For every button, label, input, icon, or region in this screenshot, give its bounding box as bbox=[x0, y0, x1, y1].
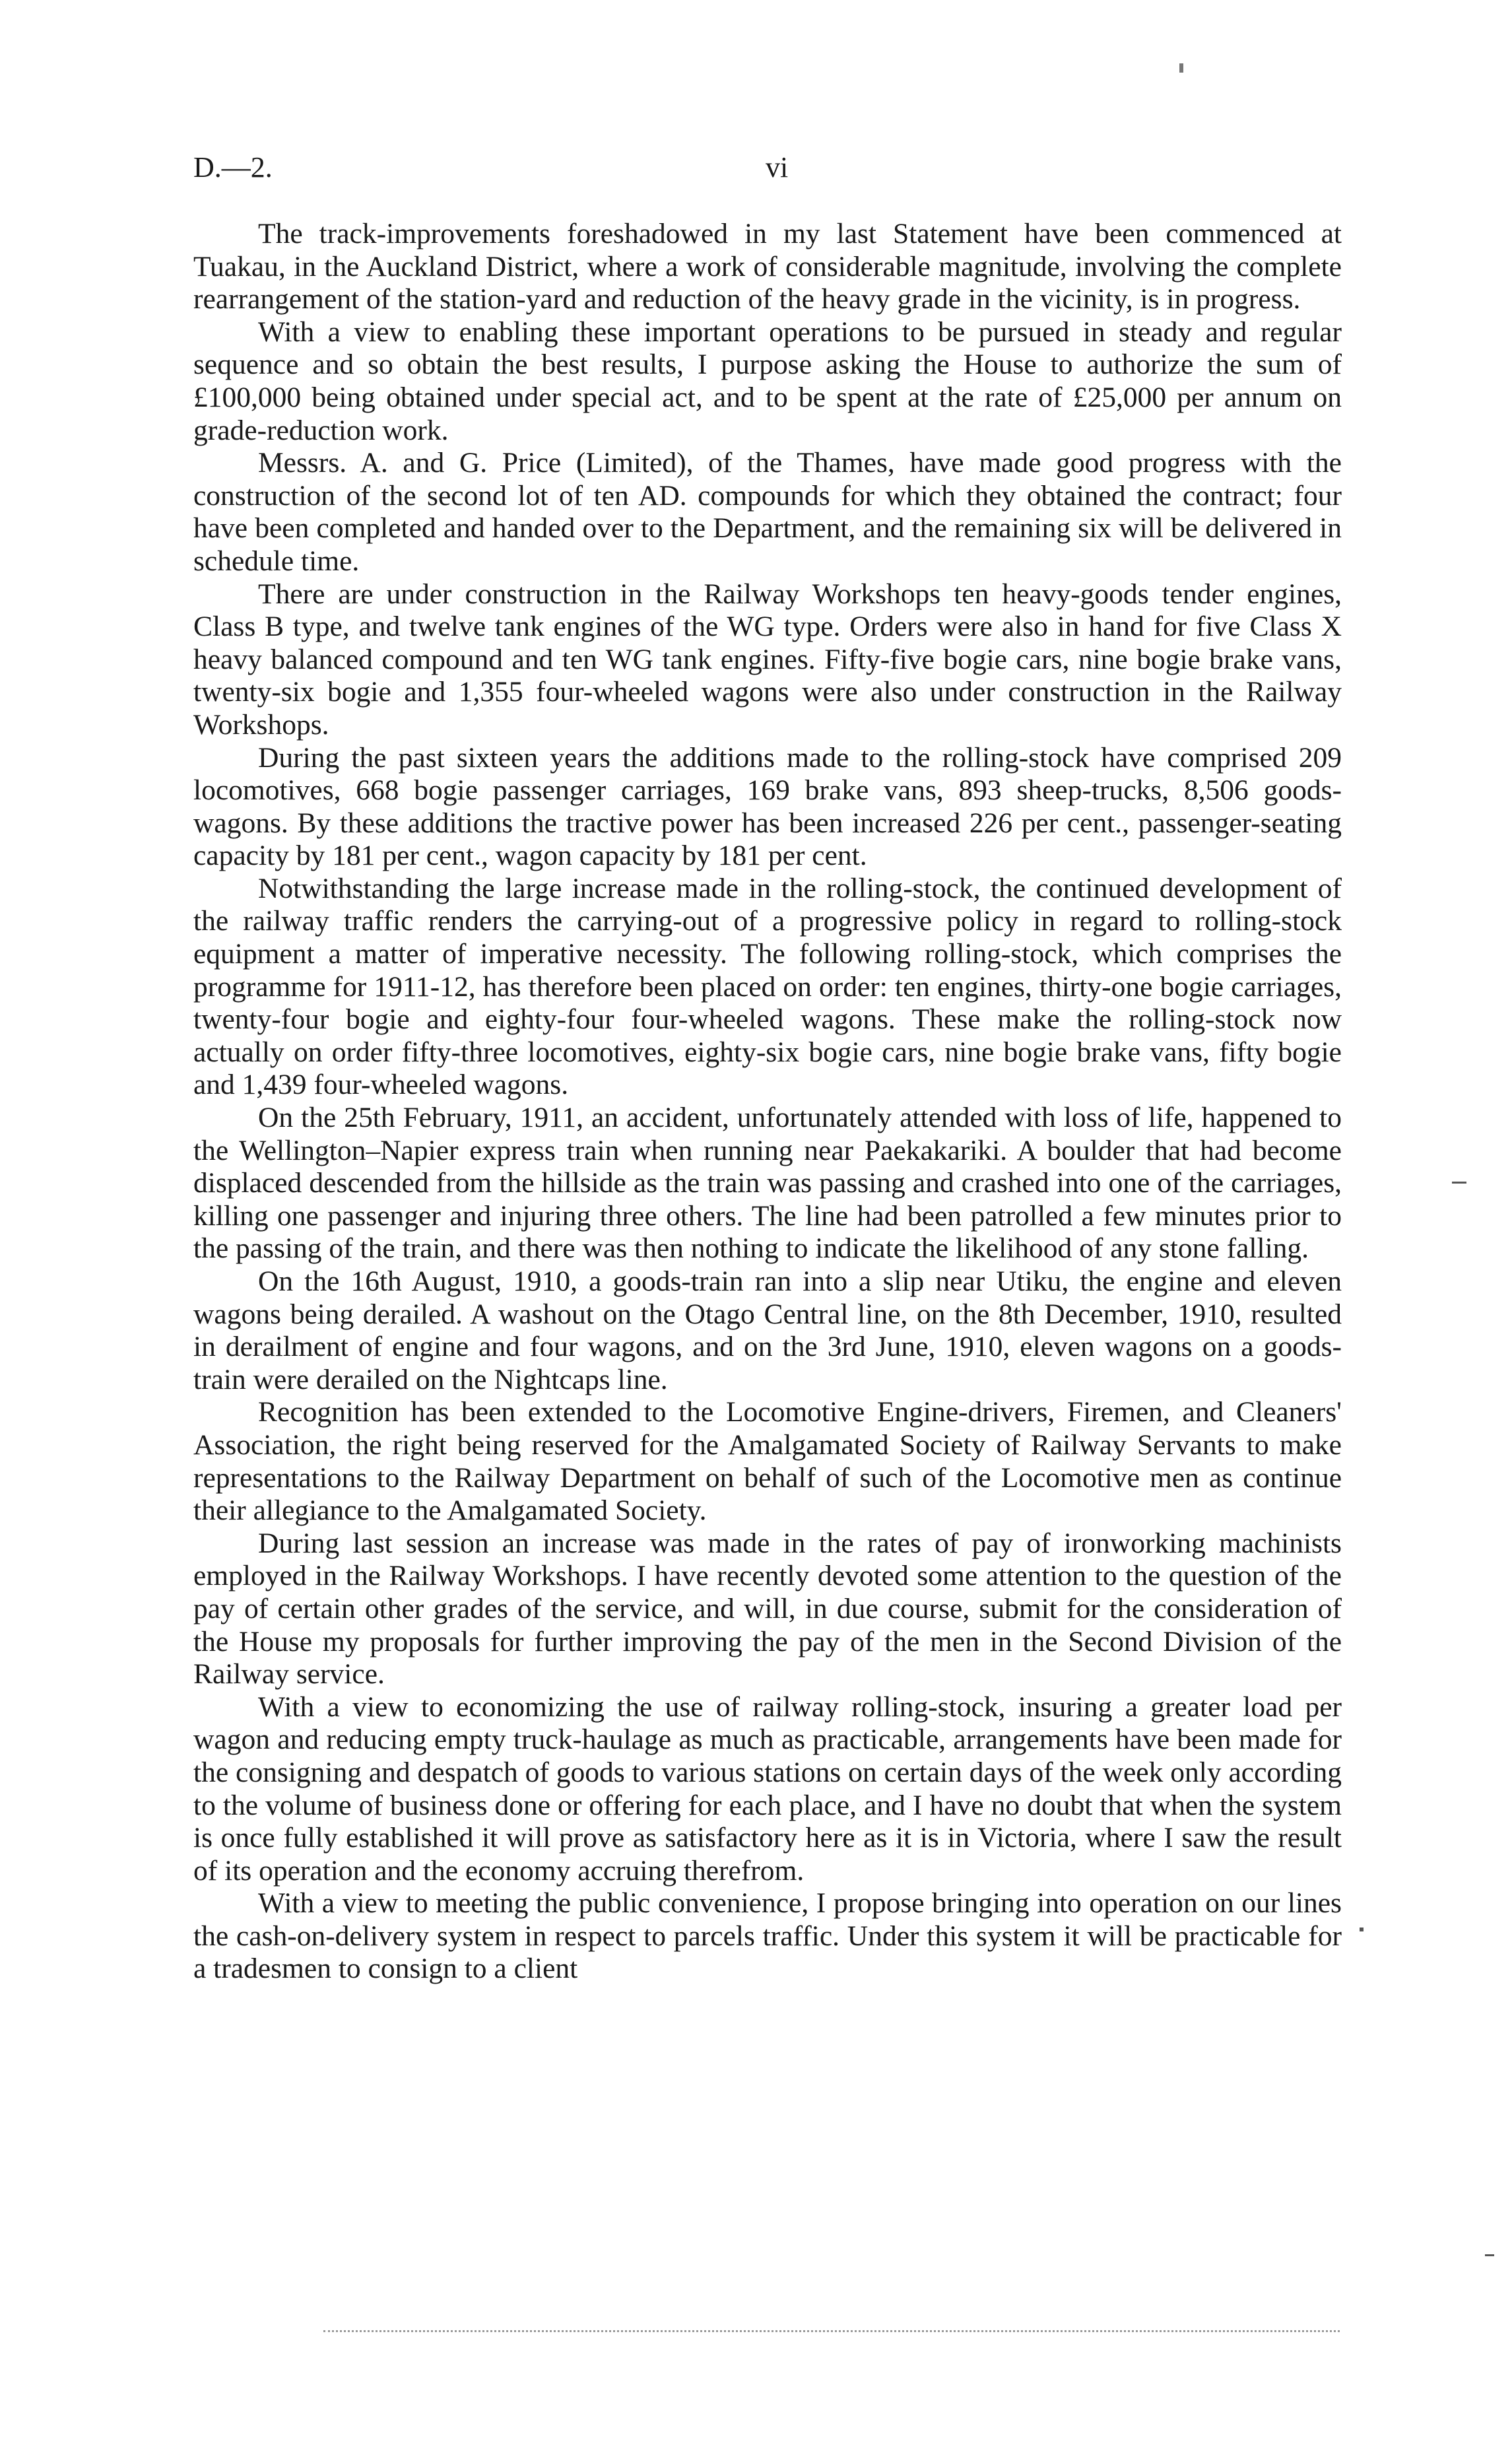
scan-speck bbox=[1360, 1927, 1364, 1931]
page-header bbox=[193, 151, 1342, 190]
scan-speck bbox=[1485, 2254, 1494, 2256]
paragraph-pay-rates: During last session an increase was made in the rates of pay of ironworking machinists employed in the Railway Workshops. I have recently devoted some attention to the question of the pay of certain other grades of the service, and will, in due course, submit for the consideration of the House my proposals for further improving the pay of the men in the Second Division of the Railway service. bbox=[193, 1527, 1342, 1691]
paragraph-recognition: Recognition has been extended to the Locomotive Engine-drivers, Firemen, and Cleaners' Association, the right being reserved for the Amalgamated Society of Railway Servants to make representations to the Railway Department on behalf of such of the Locomotive men as continue their allegiance to the Amalgamated Society. bbox=[193, 1396, 1342, 1527]
paragraph-track-improvements: The track-improvements foreshadowed in my last Statement have been commenced at Tuakau, in the Auckland District, where a work of considerable magnitude, involving the complete rearrangement of the station-yard and reduction of the heavy grade in the vicinity, is in progress. bbox=[193, 218, 1342, 316]
page-number: vi bbox=[766, 151, 789, 184]
document-reference: D.—2. bbox=[193, 151, 273, 184]
paragraph-rolling-stock-orders: Notwithstanding the large increase made in the rolling-stock, the continued development of the railway traffic renders the carrying-out of a progressive policy in regard to rolling-stock equipment a matter of imperative necessity. The following rolling-stock, which comprises the programme for 1911-12, has therefore been placed on order: ten engines, thirty-one bogie carriages, twenty-four bogie and eighty-four four-wheeled wagons. These make the rolling-stock now actually on order fifty-three locomotives, eighty-six bogie cars, nine bogie brake vans, fifty bogie and 1,439 four-wheeled wagons. bbox=[193, 872, 1342, 1101]
paragraph-grade-reduction: With a view to enabling these important operations to be pursued in steady and regular sequence and so obtain the best results, I purpose asking the House to authorize the sum of £100,000 being obtained under special act, and to be spent at the rate of £25,000 per annum on grade-reduction work. bbox=[193, 316, 1342, 446]
paragraph-rolling-stock-additions: During the past sixteen years the additions made to the rolling-stock have comprised 209 locomotives, 668 bogie passenger carriages, 169 brake vans, 893 sheep-trucks, 8,506 goods-wagons. By these additions the tractive power has been increased 226 per cent., passenger-seating capacity by 181 per cent., wagon capacity by 181 per cent. bbox=[193, 741, 1342, 872]
scan-speck bbox=[1452, 1182, 1466, 1184]
bottom-scan-artifact bbox=[323, 2330, 1340, 2339]
paragraph-economizing-rolling-stock: With a view to economizing the use of railway rolling-stock, insuring a greater load per wagon and reducing empty truck-haulage as much as practicable, arrangements have been made for the consigning and despatch of goods to various stations on certain days of the week only according to the volume of business done or offering for each place, and I have no doubt that when the system is once fully established it will prove as satisfactory here as it is in Victoria, where I saw the result of its operation and the economy accruing therefrom. bbox=[193, 1691, 1342, 1887]
paragraph-paekakariki-accident: On the 25th February, 1911, an accident, unfortunately attended with loss of life, happened to the Wellington–Napier express train when running near Paekakariki. A boulder that had become displaced descended from the hillside as the train was passing and crashed into one of the carriages, killing one passenger and injuring three others. The line had been patrolled a few minutes prior to the passing of the train, and there was then nothing to indicate the likelihood of any stone falling. bbox=[193, 1102, 1342, 1265]
paragraph-workshops-construction: There are under construction in the Railway Workshops ten heavy-goods tender engines, Class B type, and twelve tank engines of the WG type. Orders were also in hand for five Class X heavy balanced compound and ten WG tank engines. Fifty-five bogie cars, nine bogie brake vans, twenty-six bogie and 1,355 four-wheeled wagons were also under construction in the Railway Workshops. bbox=[193, 578, 1342, 741]
body-text bbox=[193, 218, 1342, 1986]
paragraph-cash-on-delivery: With a view to meeting the public convenience, I propose bringing into operation on our lines the cash-on-delivery system in respect to parcels traffic. Under this system it will be practicable for a tradesmen to consign to a client bbox=[193, 1887, 1342, 1985]
paragraph-derailments: On the 16th August, 1910, a goods-train ran into a slip near Utiku, the engine and eleven wagons being derailed. A washout on the Otago Central line, on the 8th December, 1910, resulted in derailment of engine and four wagons, and on the 3rd June, 1910, eleven wagons on a goods-train were derailed on the Nightcaps line. bbox=[193, 1265, 1342, 1395]
scan-mark bbox=[1179, 63, 1183, 73]
paragraph-price-compounds: Messrs. A. and G. Price (Limited), of the Thames, have made good progress with the construction of the second lot of ten AD. compounds for which they obtained the contract; four have been completed and handed over to the Department, and the remaining six will be delivered in schedule time. bbox=[193, 447, 1342, 577]
